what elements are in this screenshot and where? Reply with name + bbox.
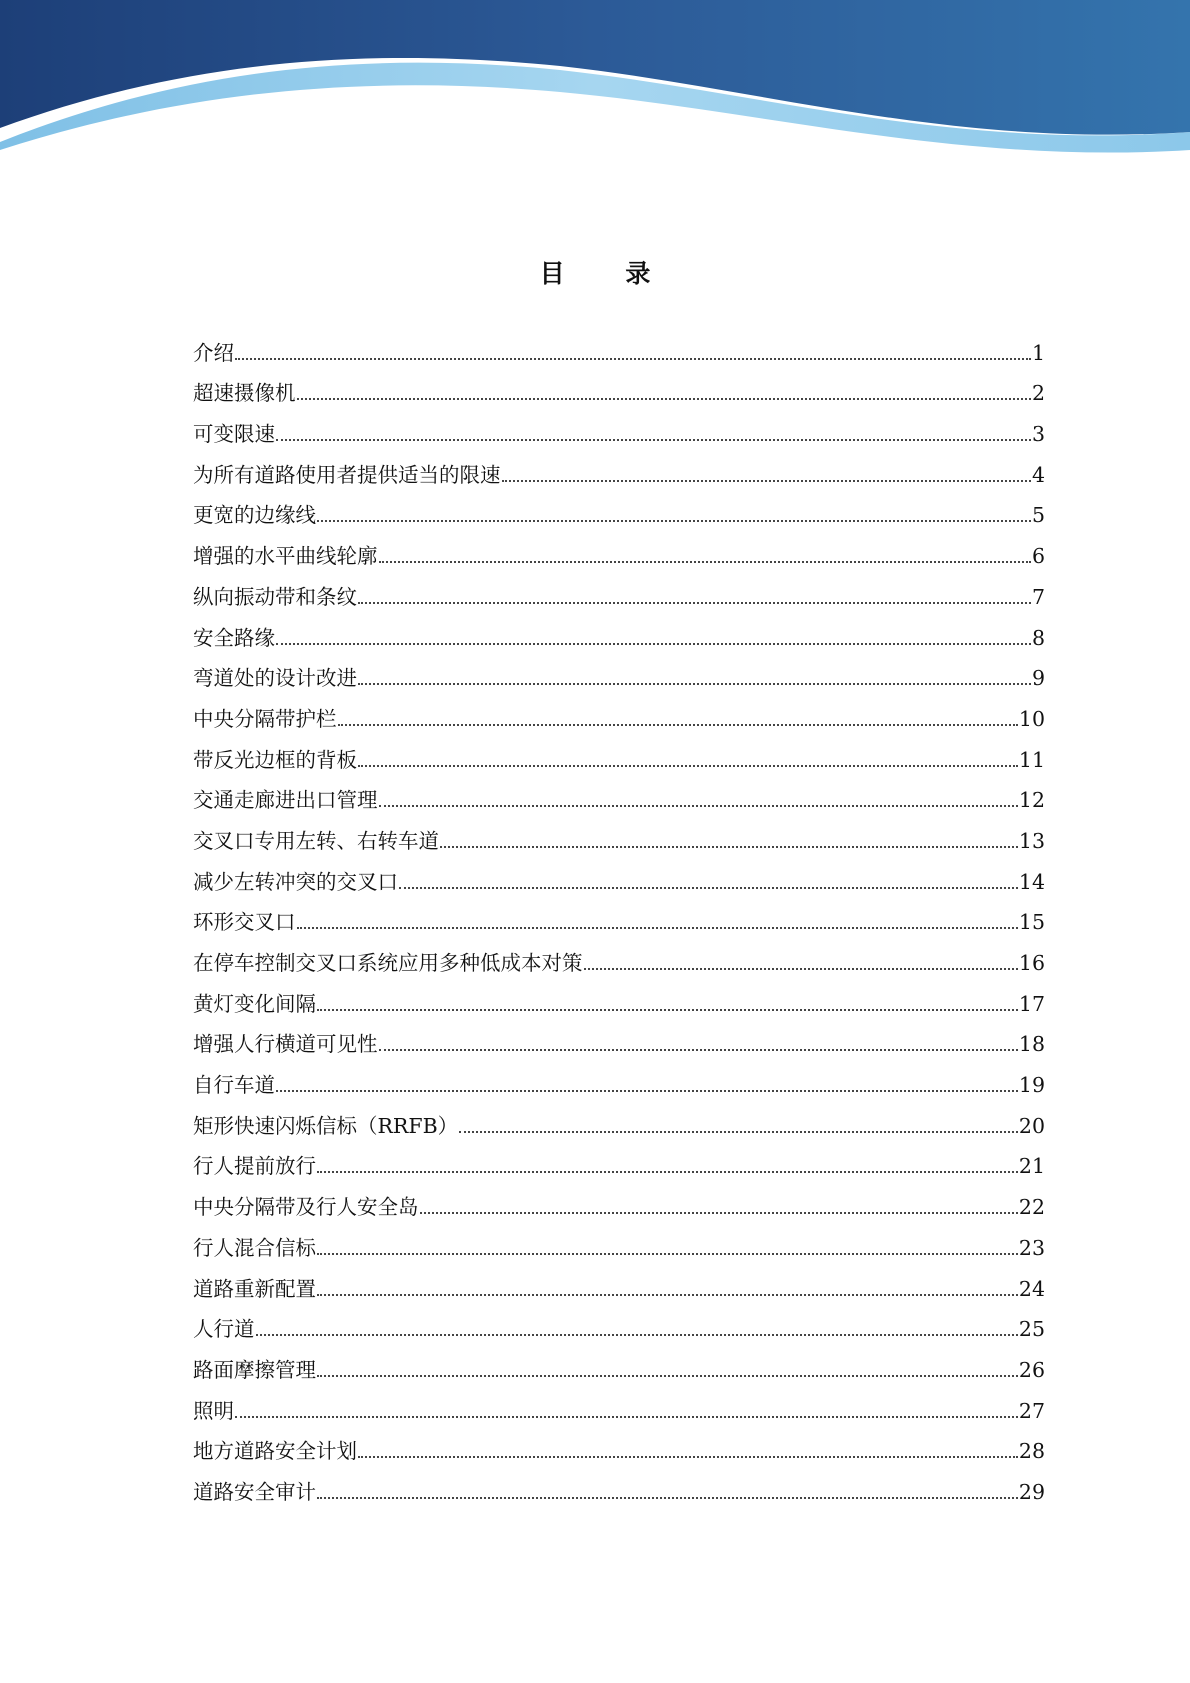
toc-entry-page-number: 16 (1018, 951, 1045, 975)
toc-entry-label: 增强人行横道可见性 (193, 1032, 378, 1057)
toc-entry[interactable] (193, 1219, 1045, 1260)
toc-entry-label: 增强的水平曲线轮廓 (193, 544, 378, 569)
toc-dot-leader (317, 1375, 1018, 1377)
toc-entry-page-number: 9 (1031, 666, 1045, 691)
toc-entry[interactable] (193, 1341, 1045, 1382)
toc-dot-leader (358, 683, 1031, 685)
toc-entry-page-number: 8 (1031, 625, 1045, 650)
header-wave-banner (0, 0, 1190, 160)
toc-entry[interactable] (193, 609, 1045, 650)
toc-dot-leader (379, 1049, 1018, 1051)
toc-dot-leader (440, 846, 1018, 848)
toc-entry[interactable] (193, 1056, 1045, 1097)
toc-entry[interactable] (193, 731, 1045, 772)
toc-dot-leader (358, 1456, 1018, 1458)
toc-entry-label: 行人混合信标 (193, 1235, 316, 1260)
toc-entry-label: 照明 (193, 1398, 234, 1423)
toc-entry-page-number: 15 (1018, 910, 1045, 935)
toc-entry-label: 路面摩擦管理 (193, 1357, 316, 1382)
toc-entry-label: 带反光边框的背板 (193, 747, 357, 772)
toc-entry-label: 可变限速 (193, 422, 275, 447)
toc-dot-leader (317, 520, 1031, 522)
toc-entry-label: 地方道路安全计划 (193, 1439, 357, 1464)
toc-entry-label: 人行道 (193, 1317, 255, 1342)
toc-dot-leader (317, 1497, 1018, 1499)
toc-entry[interactable] (193, 446, 1045, 487)
toc-entry[interactable] (193, 690, 1045, 731)
toc-entry-label: 中央分隔带及行人安全岛 (193, 1195, 419, 1220)
toc-entry-label: 纵向振动带和条纹 (193, 584, 357, 609)
toc-dot-leader (317, 1294, 1018, 1296)
toc-entry-page-number: 20 (1018, 1113, 1045, 1138)
toc-entry-page-number: 22 (1018, 1195, 1045, 1220)
toc-entry[interactable] (193, 487, 1045, 528)
toc-dot-leader (379, 561, 1031, 563)
toc-dot-leader (235, 358, 1031, 360)
toc-entry[interactable] (193, 1301, 1045, 1342)
toc-entry-label: 减少左转冲突的交叉口 (193, 869, 398, 894)
toc-entry[interactable] (193, 1016, 1045, 1057)
toc-entry-page-number: 6 (1031, 544, 1045, 569)
toc-entry-page-number: 19 (1018, 1073, 1045, 1098)
toc-dot-leader (379, 805, 1018, 807)
toc-entry-label: 弯道处的设计改进 (193, 666, 357, 691)
toc-entry[interactable] (193, 1138, 1045, 1179)
toc-entry[interactable] (193, 1178, 1045, 1219)
toc-entry[interactable] (193, 405, 1045, 446)
toc-entry-page-number: 2 (1031, 381, 1045, 406)
toc-entry[interactable] (193, 812, 1045, 853)
toc-entry-label: 中央分隔带护栏 (193, 706, 337, 731)
toc-entry-label: 自行车道 (193, 1073, 275, 1098)
toc-entry-page-number: 17 (1018, 991, 1045, 1016)
toc-entry[interactable] (193, 894, 1045, 935)
toc-entry-label: 矩形快速闪烁信标（RRFB） (193, 1113, 459, 1138)
toc-dot-leader (297, 398, 1031, 400)
toc-entry[interactable] (193, 365, 1045, 406)
toc-entry-page-number: 5 (1031, 503, 1045, 528)
toc-entry-label: 在停车控制交叉口系统应用多种低成本对策 (193, 951, 583, 975)
toc-dot-leader (399, 887, 1018, 889)
toc-entry-label: 道路重新配置 (193, 1276, 316, 1301)
toc-entry-page-number: 29 (1018, 1479, 1045, 1504)
toc-entry-page-number: 4 (1031, 462, 1045, 487)
toc-entry-label: 交通走廊进出口管理 (193, 788, 378, 813)
toc-dot-leader (317, 1253, 1018, 1255)
toc-entry-label: 黄灯变化间隔 (193, 991, 316, 1016)
toc-entry[interactable] (193, 527, 1045, 568)
toc-dot-leader (317, 1171, 1018, 1173)
toc-dot-leader (276, 643, 1031, 645)
toc-entry-page-number: 3 (1031, 422, 1045, 447)
toc-entry[interactable] (193, 568, 1045, 609)
toc-entry[interactable] (193, 1097, 1045, 1138)
toc-entry-label: 介绍 (193, 340, 234, 365)
toc-dot-leader (276, 439, 1031, 441)
toc-entry-page-number: 13 (1018, 828, 1045, 853)
toc-entry[interactable] (193, 324, 1045, 365)
toc-entry[interactable] (193, 1382, 1045, 1423)
toc-dot-leader (338, 724, 1018, 726)
toc-entry-page-number: 28 (1018, 1439, 1045, 1464)
toc-entry[interactable] (193, 975, 1045, 1016)
toc-title: 目 录 (539, 259, 677, 288)
toc-dot-leader (235, 1416, 1018, 1418)
toc-entry[interactable] (193, 853, 1045, 894)
toc-dot-leader (420, 1212, 1018, 1214)
toc-entry-page-number: 10 (1018, 706, 1045, 731)
toc-list (193, 324, 1045, 1504)
toc-entry-page-number: 11 (1018, 747, 1045, 772)
toc-dot-leader (358, 765, 1018, 767)
toc-entry-label: 环形交叉口 (193, 910, 296, 935)
toc-entry-page-number: 25 (1018, 1317, 1045, 1342)
toc-entry[interactable] (193, 772, 1045, 813)
toc-entry-page-number: 23 (1018, 1235, 1045, 1260)
toc-entry-page-number: 27 (1018, 1398, 1045, 1423)
toc-entry[interactable] (193, 1260, 1045, 1301)
toc-entry-page-number: 26 (1018, 1357, 1045, 1382)
toc-entry-page-number: 21 (1018, 1154, 1045, 1179)
toc-entry[interactable] (193, 1423, 1045, 1464)
toc-entry-page-number: 24 (1018, 1276, 1045, 1301)
toc-entry-page-number: 7 (1031, 584, 1045, 609)
toc-entry-page-number: 12 (1018, 788, 1045, 813)
toc-entry-page-number: 1 (1031, 340, 1045, 365)
toc-entry-label: 安全路缘 (193, 625, 275, 650)
toc-entry[interactable] (193, 650, 1045, 691)
toc-dot-leader (317, 1009, 1018, 1011)
toc-entry[interactable] (193, 934, 1045, 975)
toc-dot-leader (459, 1131, 1018, 1133)
toc-dot-leader (584, 968, 1018, 970)
toc-entry-label: 交叉口专用左转、右转车道 (193, 828, 439, 853)
toc-dot-leader (276, 1090, 1018, 1092)
toc-dot-leader (502, 480, 1031, 482)
toc-entry-label: 超速摄像机 (193, 381, 296, 406)
toc-entry-label: 为所有道路使用者提供适当的限速 (193, 462, 501, 487)
toc-entry-label: 更宽的边缘线 (193, 503, 316, 528)
wave-dark-band (0, 0, 1190, 135)
toc-entry-page-number: 14 (1018, 869, 1045, 894)
toc-entry-label: 行人提前放行 (193, 1154, 316, 1179)
toc-entry-page-number: 18 (1018, 1032, 1045, 1057)
toc-entry-label: 道路安全审计 (193, 1479, 316, 1504)
toc-dot-leader (358, 602, 1031, 604)
toc-dot-leader (256, 1334, 1018, 1336)
toc-entry[interactable] (193, 1463, 1045, 1504)
toc-dot-leader (297, 927, 1018, 929)
